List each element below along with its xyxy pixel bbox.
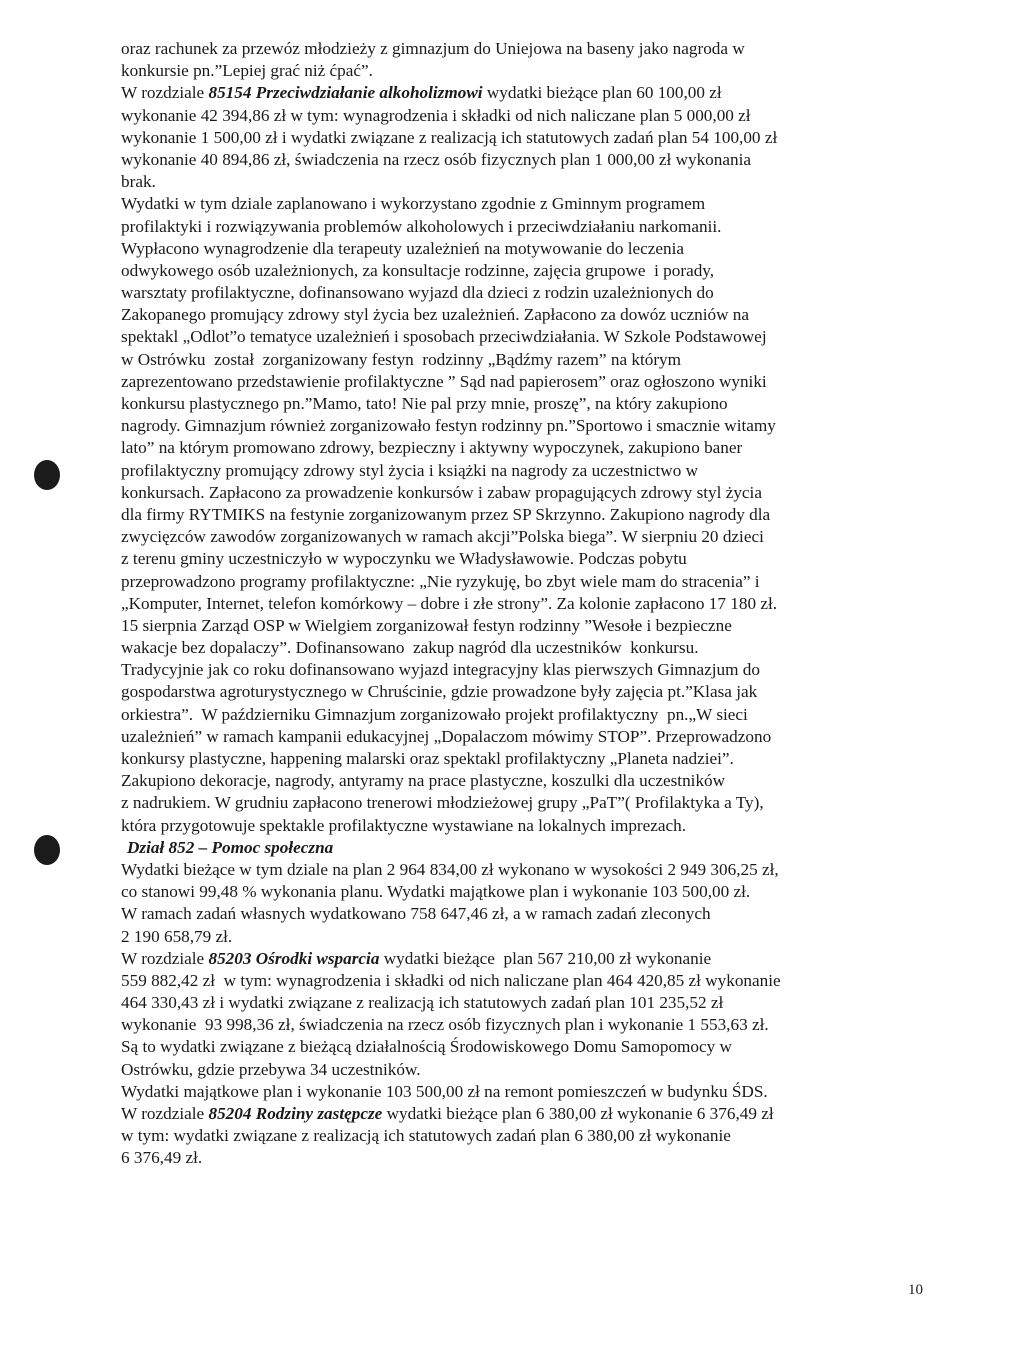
text-line — [121, 926, 933, 948]
text-line — [121, 837, 933, 859]
text-segment: wykonanie 40 894,86 zł, świadczenia na rzecz osób fizycznych plan 1 000,00 zł wykonania — [121, 149, 751, 169]
text-line — [121, 748, 933, 770]
text-line — [121, 349, 933, 371]
text-segment: Są to wydatki związane z bieżącą działalnością Środowiskowego Domu Samopomocy w — [121, 1037, 732, 1057]
text-line — [121, 1081, 933, 1103]
text-line — [121, 1147, 933, 1169]
text-line — [121, 238, 933, 260]
text-segment: „Komputer, Internet, telefon komórkowy – dobre i złe strony”. Za kolonie zapłacono 17 180 zł. — [121, 593, 778, 613]
text-line — [121, 970, 933, 992]
text-line — [121, 593, 933, 615]
text-line — [121, 615, 933, 637]
document-body — [121, 38, 933, 1170]
text-line — [121, 571, 933, 593]
text-line — [121, 1014, 933, 1036]
text-segment: dla firmy RYTMIKS na festynie zorganizowanym przez SP Skrzynno. Zakupiono nagrody dla — [121, 504, 771, 524]
page-number: 10 — [908, 1282, 923, 1298]
text-line — [121, 1103, 933, 1125]
text-segment: wydatki bieżące plan 6 380,00 zł wykonanie 6 376,49 zł — [382, 1104, 774, 1123]
text-segment: 2 190 658,79 zł. — [121, 926, 233, 946]
text-segment: wykonanie 93 998,36 zł, świadczenia na rzecz osób fizycznych plan i wykonanie 1 553,63 zł. — [121, 1015, 769, 1035]
text-line — [121, 216, 933, 238]
text-line — [121, 437, 933, 459]
text-segment: uzależnień” w ramach kampanii edukacyjnej „Dopalaczom mówimy STOP”. Przeprowadzono — [121, 726, 772, 746]
text-line — [121, 1059, 933, 1081]
text-line — [121, 38, 933, 60]
bold-italic-heading: 85154 Przeciwdziałanie alkoholizmowi — [208, 83, 483, 103]
text-line — [121, 127, 933, 149]
text-line — [121, 460, 933, 482]
text-line — [121, 260, 933, 282]
text-segment: 6 376,49 zł. — [121, 1148, 203, 1168]
text-line — [121, 815, 933, 837]
text-segment: Zakupiono dekoracje, nagrody, antyramy na prace plastyczne, koszulki dla uczestników — [121, 771, 726, 791]
text-segment: co stanowi 99,48 % wykonania planu. Wydatki majątkowe plan i wykonanie 103 500,00 zł. — [121, 882, 751, 902]
text-line — [121, 149, 933, 171]
text-line — [121, 792, 933, 814]
bold-italic-heading: 85203 Ośrodki wsparcia — [208, 948, 380, 968]
text-segment: warsztaty profilaktyczne, dofinansowano wyjazd dla dzieci z rodzin uzależnionych do — [121, 283, 714, 303]
text-segment: 15 sierpnia Zarząd OSP w Wielgiem zorganizował festyn rodzinny ”Wesołe i bezpieczne — [121, 615, 732, 635]
text-segment: z terenu gminy uczestniczyło w wypoczynku we Władysławowie. Podczas pobytu — [121, 549, 687, 569]
text-line — [121, 393, 933, 415]
text-line — [121, 992, 933, 1014]
text-segment: wakacje bez dopalaczy”. Dofinansowano zakup nagród dla uczestników konkursu. — [121, 638, 699, 658]
text-segment: W rozdziale — [121, 83, 209, 103]
text-segment: wykonanie 1 500,00 zł i wydatki związane z realizacją ich statutowych zadań plan 54 100,00 zł — [121, 127, 778, 147]
binder-hole-top — [34, 460, 60, 490]
text-segment: W rozdziale — [121, 948, 209, 968]
text-line — [121, 681, 933, 703]
text-segment: konkursu plastycznego pn.”Mamo, tato! Nie pal przy mnie, proszę”, na który zakupiono — [121, 394, 728, 413]
text-segment: wydatki bieżące plan 60 100,00 zł — [482, 83, 722, 103]
text-line — [121, 60, 933, 82]
text-line — [121, 482, 933, 504]
text-line — [121, 504, 933, 526]
text-line — [121, 526, 933, 548]
text-segment: 559 882,42 zł w tym: wynagrodzenia i składki od nich naliczane plan 464 420,85 zł wykonanie — [121, 970, 781, 990]
text-segment: przeprowadzono programy profilaktyczne: „Nie ryzykuję, bo zbyt wiele mam do stracenia” i — [121, 571, 760, 591]
text-line — [121, 282, 933, 304]
text-segment: Tradycyjnie jak co roku dofinansowano wyjazd integracyjny klas pierwszych Gimnazjum do — [121, 660, 760, 680]
binder-hole-bottom — [34, 835, 60, 865]
text-segment: Zakopanego promujący zdrowy styl życia bez uzależnień. Zapłacono za dowóz uczniów na — [121, 305, 750, 325]
text-segment: wykonanie 42 394,86 zł w tym: wynagrodzenia i składki od nich naliczane plan 5 000,00 zł — [121, 105, 751, 125]
text-segment: brak. — [121, 172, 156, 192]
text-segment: konkursach. Zapłacono za prowadzenie konkursów i zabaw propagujących zdrowy styl życia — [121, 482, 762, 502]
text-segment: profilaktyki i rozwiązywania problemów alkoholowych i przeciwdziałaniu narkomanii. — [121, 216, 722, 236]
text-line — [121, 903, 933, 925]
text-line — [121, 415, 933, 437]
text-line — [121, 1125, 933, 1147]
text-line — [121, 948, 933, 970]
text-line — [121, 304, 933, 326]
text-line — [121, 371, 933, 393]
text-segment: z nadrukiem. W grudniu zapłacono trenerowi młodzieżowej grupy „PaT”( Profilaktyka a Ty), — [121, 793, 764, 813]
text-line — [121, 326, 933, 348]
text-line — [121, 193, 933, 215]
text-line — [121, 171, 933, 193]
text-segment: Wydatki majątkowe plan i wykonanie 103 500,00 zł na remont pomieszczeń w budynku ŚDS. — [121, 1081, 768, 1101]
bold-italic-heading: Dział 852 – Pomoc społeczna — [127, 837, 334, 857]
text-segment: konkursy plastyczne, happening malarski oraz spektakl profilaktyczny „Planeta nadziei”. — [121, 749, 734, 768]
text-segment: spektakl „Odlot”o tematyce uzależnień i sposobach przeciwdziałania. W Szkole Podstawowej — [121, 327, 767, 347]
text-line — [121, 82, 933, 104]
text-segment: w Ostrówku został zorganizowany festyn rodzinny „Bądźmy razem” na którym — [121, 349, 682, 369]
text-line — [121, 726, 933, 748]
text-segment: gospodarstwa agroturystycznego w Chruścinie, gdzie prowadzone były zajęcia pt.”Klasa jak — [121, 682, 758, 702]
text-segment: wydatki bieżące plan 567 210,00 zł wykonanie — [379, 948, 712, 968]
text-segment: Wydatki bieżące w tym dziale na plan 2 964 834,00 zł wykonano w wysokości 2 949 306,25 zł, — [121, 859, 779, 879]
text-segment: konkursie pn.”Lepiej grać niż ćpać”. — [121, 61, 373, 81]
text-segment: profilaktyczny promujący zdrowy styl życia i książki na nagrody za uczestnictwo w — [121, 460, 699, 480]
text-segment: zaprezentowano przedstawienie profilaktyczne ” Sąd nad papierosem” oraz ogłoszono wyniki — [121, 371, 767, 391]
text-segment: orkiestra”. W październiku Gimnazjum zorganizowało projekt profilaktyczny pn.„W sieci — [121, 704, 748, 724]
text-line — [121, 548, 933, 570]
text-segment: nagrody. Gimnazjum również zorganizowało festyn rodzinny pn.”Sportowo i smacznie witamy — [121, 416, 776, 436]
text-line — [121, 659, 933, 681]
text-segment: odwykowego osób uzależnionych, za konsultacje rodzinne, zajęcia grupowe i porady, — [121, 260, 715, 280]
bold-italic-heading: 85204 Rodziny zastępcze — [208, 1104, 383, 1123]
text-line — [121, 704, 933, 726]
text-segment: Ostrówku, gdzie przebywa 34 uczestników. — [121, 1059, 421, 1079]
text-segment: w tym: wydatki związane z realizacją ich statutowych zadań plan 6 380,00 zł wykonanie — [121, 1126, 731, 1146]
text-segment: zwycięzców zawodów zorganizowanych w ramach akcji”Polska biega”. W sierpniu 20 dzieci — [121, 527, 764, 547]
text-segment: Wypłacono wynagrodzenie dla terapeuty uzależnień na motywowanie do leczenia — [121, 238, 685, 258]
text-segment: 464 330,43 zł i wydatki związane z realizacją ich statutowych zadań plan 101 235,52 zł — [121, 993, 724, 1013]
text-segment: W ramach zadań własnych wydatkowano 758 647,46 zł, a w ramach zadań zleconych — [121, 904, 711, 924]
text-line — [121, 637, 933, 659]
text-line — [121, 881, 933, 903]
text-line — [121, 859, 933, 881]
text-segment: która przygotowuje spektakle profilaktyczne wystawiane na lokalnych imprezach. — [121, 815, 687, 835]
text-line — [121, 105, 933, 127]
text-segment: W rozdziale — [121, 1104, 209, 1123]
text-segment: oraz rachunek za przewóz młodzieży z gimnazjum do Uniejowa na baseny jako nagroda w — [121, 39, 745, 58]
text-line — [121, 1036, 933, 1058]
text-line — [121, 770, 933, 792]
text-segment: Wydatki w tym dziale zaplanowano i wykorzystano zgodnie z Gminnym programem — [121, 194, 706, 214]
text-segment: lato” na którym promowano zdrowy, bezpieczny i aktywny wypoczynek, zakupiono baner — [121, 438, 743, 458]
